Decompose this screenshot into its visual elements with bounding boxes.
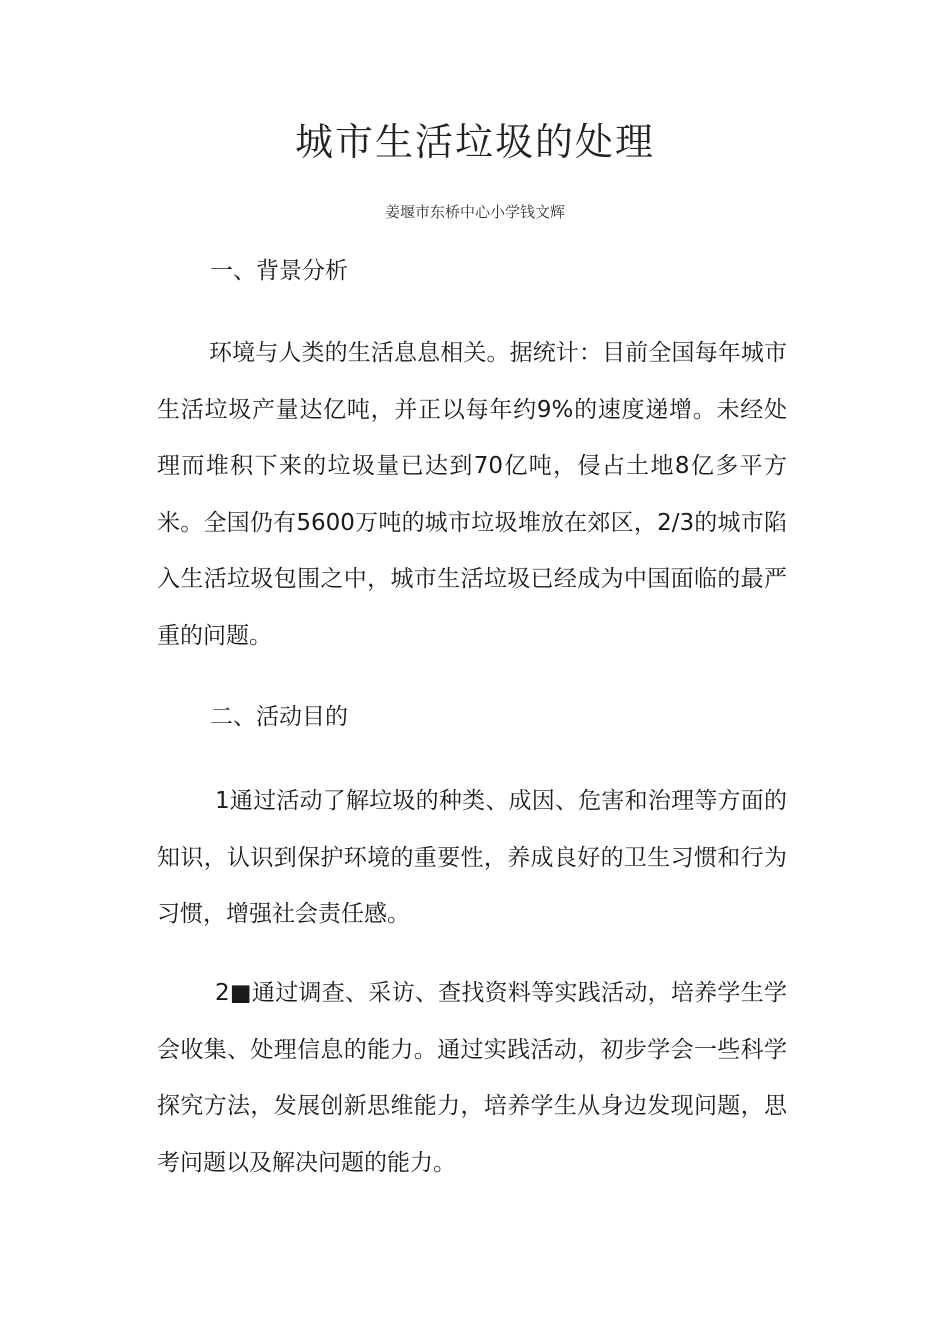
paragraph-background: 环境与人类的生活息息相关。据统计：目前全国每年城市生活垃圾产量达亿吨，并正以每年约9%的速度递增。未经处理而堆积下来的垃圾量已达到70亿吨，侵占土地8亿多平方米。全国仍有5600万吨的城市垃圾堆放在郊区，2/3的城市陷入生活垃圾包围之中，城市生活垃圾已经成为中国面临的最严重的问题。 [157,340,787,649]
section-heading-purpose: 二、活动目的 [210,704,348,730]
document-title: 城市生活垃圾的处理 [294,120,655,164]
paragraph-purpose-2: 2■通过调查、采访、查找资料等实践活动，培养学生学会收集、处理信息的能力。通过实践活动，初步学会一些科学探究方法，发展创新思维能力，培养学生从身边发现问题，思考问题以及解决问题的能力。 [157,980,787,1176]
document-author: 姜堰市东桥中心小学钱文辉 [384,203,565,221]
paragraph-purpose-1: 1通过活动了解垃圾的种类、成因、危害和治理等方面的知识，认识到保护环境的重要性，养成良好的卫生习惯和行为习惯，增强社会责任感。 [157,788,787,927]
section-heading-background: 一、背景分析 [210,258,348,284]
